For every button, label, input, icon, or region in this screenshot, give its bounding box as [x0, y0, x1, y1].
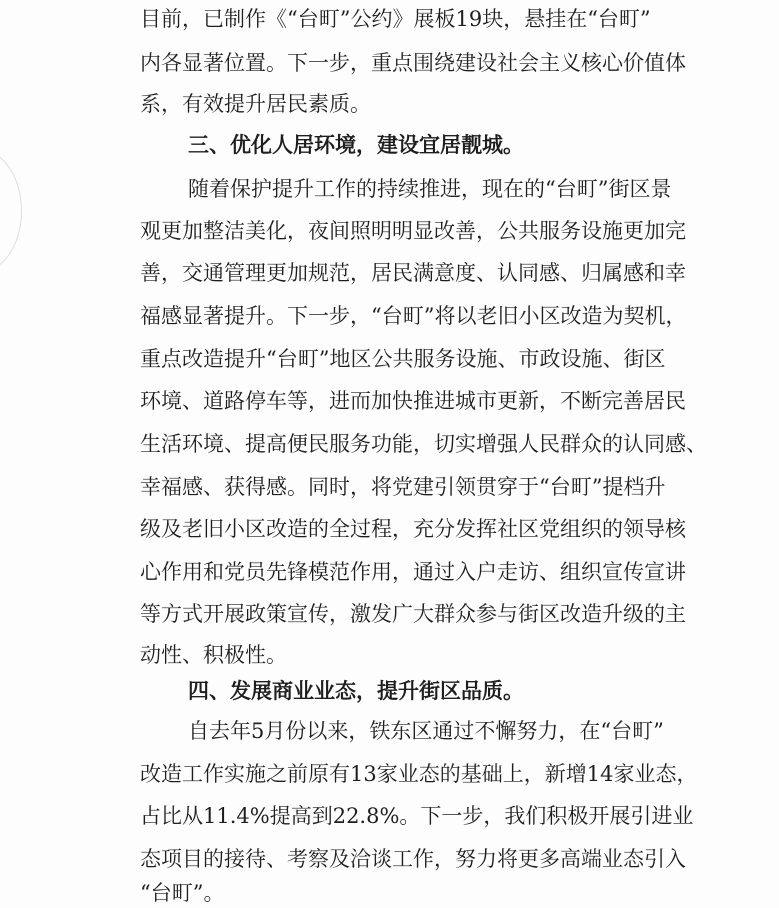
body-line: 幸福感、获得感。同时，将党建引领贯穿于“台町”提档升: [140, 475, 666, 499]
body-line: 善，交通管理更加规范，居民满意度、认同感、归属感和幸: [140, 261, 686, 285]
body-line: 动性、积极性。: [140, 643, 287, 667]
section-heading: 三、优化人居环境，建设宜居靓城。: [188, 133, 524, 157]
body-line: 心作用和党员先锋模范作用，通过入户走访、组织宣传宣讲: [140, 560, 686, 584]
paragraph-first-line: 自去年5月份以来，铁东区通过不懈努力，在“台町”: [188, 719, 664, 743]
body-line: 福感显著提升。下一步，“台町”将以老旧小区改造为契机，: [140, 304, 687, 328]
body-line: 观更加整洁美化，夜间照明明显改善，公共服务设施更加完: [140, 219, 686, 243]
paragraph-first-line: 随着保护提升工作的持续推进，现在的“台町”街区景: [188, 177, 672, 201]
section-heading: 四、发展商业业态，提升街区品质。: [188, 679, 524, 703]
body-line: 生活环境、提高便民服务功能，切实增强人民群众的认同感、: [140, 432, 707, 456]
body-line: 级及老旧小区改造的全过程，充分发挥社区党组织的领导核: [140, 517, 686, 541]
body-line: 占比从11.4%提高到22.8%。下一步，我们积极开展引进业: [140, 804, 694, 828]
body-line: 态项目的接待、考察及洽谈工作，努力将更多高端业态引入: [140, 847, 686, 871]
body-line: 目前，已制作《“台町”公约》展板19块，悬挂在“台町”: [140, 7, 651, 31]
body-line: 内各显著位置。下一步，重点围绕建设社会主义核心价值体: [140, 51, 686, 75]
body-line: 系，有效提升居民素质。: [140, 92, 371, 116]
body-line: “台町”。: [140, 881, 225, 905]
scan-page-edge: [0, 150, 22, 272]
body-line: 环境、道路停车等，进而加快推进城市更新，不断完善居民: [140, 389, 686, 413]
body-line: 等方式开展政策宣传，激发广大群众参与街区改造升级的主: [140, 602, 686, 626]
body-line: 改造工作实施之前原有13家业态的基础上，新增14家业态，: [140, 762, 698, 786]
body-line: 重点改造提升“台町”地区公共服务设施、市政设施、街区: [140, 347, 666, 371]
